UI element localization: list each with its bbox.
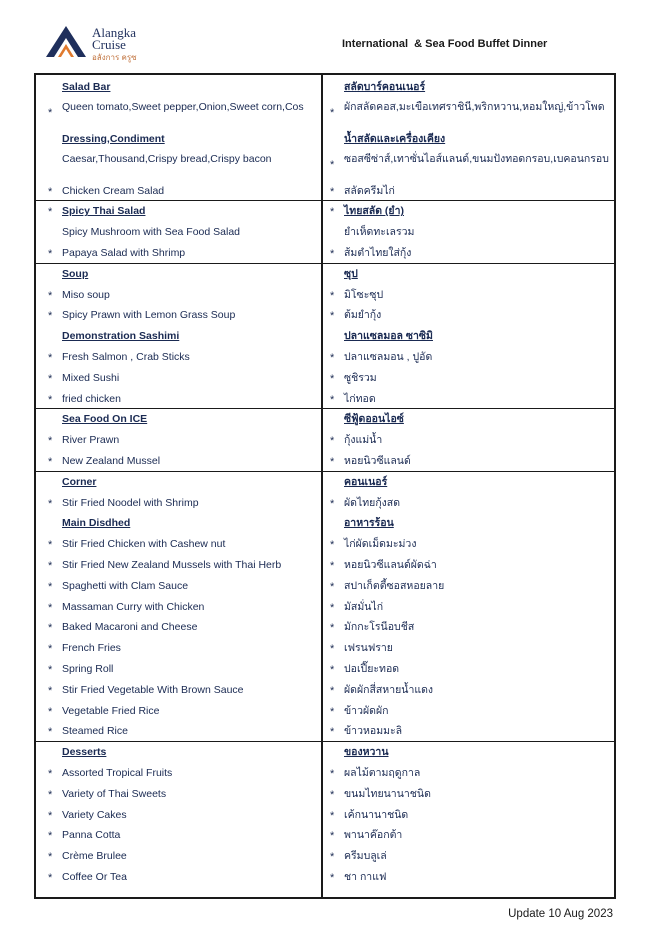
menu-item-en: Panna Cotta bbox=[62, 829, 121, 842]
menu-section-heading bbox=[36, 472, 614, 493]
menu-item-row bbox=[36, 243, 614, 264]
menu-table bbox=[34, 73, 616, 899]
menu-item-th: ซอสซีซ่าส์,เทาซั่นไอส์แลนด์,ขนมปังทอดกรอบ,เบคอนกรอบ bbox=[344, 152, 609, 165]
bullet-star-icon: * bbox=[48, 684, 53, 697]
menu-item-en: Mixed Sushi bbox=[62, 371, 120, 384]
menu-item-th: ผักสลัดคอส,มะเขือเทศราชินี,พริกหวาน,หอมใหญ่,ข้าวโพด bbox=[344, 100, 605, 113]
menu-item-en: Stir Fried New Zealand Mussels with Thai Herb bbox=[62, 559, 282, 571]
section-heading-en: Corner bbox=[62, 475, 97, 488]
logo-name-line1: Alangka bbox=[92, 25, 137, 40]
bullet-star-icon: * bbox=[48, 601, 53, 614]
bullet-star-icon: * bbox=[48, 580, 53, 593]
menu-item-th: ต้มยำกุ้ง bbox=[344, 309, 382, 322]
bullet-star-icon: * bbox=[330, 106, 335, 119]
section-heading-en: Desserts bbox=[62, 746, 107, 759]
menu-item-en: Miso soup bbox=[62, 288, 110, 301]
section-heading-en: Salad Bar bbox=[62, 81, 111, 93]
menu-item-row bbox=[36, 534, 614, 555]
section-heading-th: ปลาแซลมอล ซาซิมิ bbox=[344, 330, 433, 343]
section-heading-th: อาหารร้อน bbox=[344, 517, 394, 530]
bullet-star-icon: * bbox=[48, 830, 53, 843]
bullet-star-icon: * bbox=[48, 185, 53, 198]
menu-item-en: Stir Fried Chicken with Cashew nut bbox=[62, 538, 226, 551]
menu-item-row bbox=[36, 867, 614, 888]
menu-item-row bbox=[36, 659, 614, 680]
menu-item-th: กุ้งแม่น้ำ bbox=[344, 434, 383, 447]
menu-item-row bbox=[36, 451, 614, 472]
menu-item-th: ข้าวหอมมะลิ bbox=[344, 725, 403, 738]
section-heading-th: ซีฟู้ดออนไอซ์ bbox=[344, 413, 404, 426]
menu-item-row bbox=[36, 617, 614, 638]
update-date: Update 10 Aug 2023 bbox=[508, 908, 613, 920]
bullet-star-icon: * bbox=[48, 456, 53, 468]
bullet-star-icon: * bbox=[330, 560, 335, 572]
bullet-star-icon: * bbox=[48, 497, 53, 510]
menu-item-row bbox=[36, 368, 614, 389]
menu-item-row bbox=[36, 222, 614, 243]
bullet-star-icon: * bbox=[48, 705, 53, 718]
menu-item-th: ซูชิรวม bbox=[344, 371, 377, 384]
bullet-star-icon: * bbox=[330, 705, 335, 718]
menu-item-en: Stir Fried Vegetable With Brown Sauce bbox=[62, 683, 244, 696]
alangka-cruise-logo bbox=[44, 24, 194, 64]
bullet-star-icon: * bbox=[330, 497, 335, 510]
bullet-star-icon: * bbox=[48, 372, 53, 385]
section-heading-en: Main Disdhed bbox=[62, 517, 131, 530]
menu-item-row bbox=[36, 285, 614, 306]
menu-item-th: มัสมั่นไก่ bbox=[344, 600, 384, 613]
document-header bbox=[0, 0, 647, 70]
section-heading-th: ซุป bbox=[344, 267, 358, 280]
menu-item-en: Coffee Or Tea bbox=[62, 871, 127, 883]
logo-thai-name: อลังการ ครูซ bbox=[92, 53, 137, 62]
menu-item-en: New Zealand Mussel bbox=[62, 455, 161, 467]
bullet-star-icon: * bbox=[48, 106, 53, 119]
menu-item-th: ปลาแซลมอน , ปูอัด bbox=[344, 351, 433, 363]
menu-section-heading bbox=[36, 326, 614, 347]
menu-item-row bbox=[36, 576, 614, 597]
menu-item-th: พานาค๊อกต้า bbox=[344, 829, 403, 842]
menu-item-th: ข้าวผัดผัก bbox=[344, 704, 389, 717]
section-heading-th: น้ำสลัดและเครื่องเคียง bbox=[344, 132, 446, 145]
bullet-star-icon: * bbox=[48, 643, 53, 656]
menu-item-row bbox=[36, 638, 614, 659]
bullet-star-icon: * bbox=[48, 664, 53, 676]
bullet-star-icon: * bbox=[330, 372, 335, 385]
menu-item-en: Spring Roll bbox=[62, 663, 114, 675]
menu-item-th: มักกะโรนีอบชีส bbox=[344, 621, 415, 634]
bullet-star-icon: * bbox=[48, 352, 53, 364]
logo-mark-icon bbox=[44, 24, 88, 58]
bullet-star-icon: * bbox=[330, 872, 335, 884]
bullet-star-icon: * bbox=[48, 809, 53, 822]
section-heading-en: Dressing,Condiment bbox=[62, 132, 165, 145]
bullet-star-icon: * bbox=[330, 830, 335, 843]
section-heading-th: ไทยสลัด (ยำ) bbox=[344, 205, 404, 218]
bullet-star-icon: * bbox=[330, 643, 335, 656]
menu-section-heading bbox=[36, 409, 614, 430]
bullet-star-icon: * bbox=[330, 393, 335, 406]
menu-item-en: Massaman Curry with Chicken bbox=[62, 600, 205, 613]
menu-item-en: fried chicken bbox=[62, 392, 121, 405]
menu-item-en: Stir Fried Noodel with Shrimp bbox=[62, 496, 199, 509]
menu-item-th: เฟรนฟราย bbox=[344, 642, 393, 655]
bullet-star-icon: * bbox=[48, 310, 53, 323]
logo-name-line2: Cruise bbox=[92, 37, 126, 52]
bullet-star-icon: * bbox=[48, 248, 53, 260]
bullet-star-icon: * bbox=[330, 788, 335, 801]
bullet-star-icon: * bbox=[330, 851, 335, 864]
menu-item-en: River Prawn bbox=[62, 434, 120, 447]
section-heading-en: Spicy Thai Salad bbox=[62, 205, 146, 218]
menu-item-row bbox=[36, 784, 614, 805]
menu-item-row bbox=[36, 680, 614, 701]
menu-item-th: ไก่ผัดเม็ดมะม่วง bbox=[344, 538, 417, 551]
menu-item-en: Steamed Rice bbox=[62, 725, 128, 738]
menu-section-heading bbox=[36, 513, 614, 534]
menu-item-row bbox=[36, 846, 614, 867]
menu-item-en: Baked Macaroni and Cheese bbox=[62, 621, 198, 634]
bullet-star-icon: * bbox=[330, 435, 335, 448]
bullet-star-icon: * bbox=[330, 726, 335, 739]
bullet-star-icon: * bbox=[330, 684, 335, 697]
bullet-star-icon: * bbox=[330, 580, 335, 593]
menu-item-th: ผัดไทยกุ้งสด bbox=[344, 496, 401, 509]
menu-item-th: ไก่ทอด bbox=[344, 392, 376, 405]
bullet-star-icon: * bbox=[330, 768, 335, 780]
bullet-star-icon: * bbox=[48, 539, 53, 552]
menu-item-en: Queen tomato,Sweet pepper,Onion,Sweet corn,Cos bbox=[62, 100, 304, 113]
bullet-star-icon: * bbox=[48, 560, 53, 572]
menu-item-en: Papaya Salad with Shrimp bbox=[62, 247, 186, 259]
bullet-star-icon: * bbox=[48, 851, 53, 864]
menu-item-en: Spicy Prawn with Lemon Grass Soup bbox=[62, 309, 236, 322]
menu-item-th: สลัดครีมไก่ bbox=[344, 184, 395, 197]
menu-item-th: ปอเปี๊ยะทอด bbox=[344, 663, 400, 675]
menu-item-en: Spicy Mushroom with Sea Food Salad bbox=[62, 226, 241, 239]
bullet-star-icon: * bbox=[48, 788, 53, 801]
menu-item-row bbox=[36, 555, 614, 576]
menu-item-row bbox=[36, 389, 614, 410]
menu-item-row bbox=[36, 347, 614, 368]
menu-item-en: French Fries bbox=[62, 642, 121, 655]
menu-item-row bbox=[36, 805, 614, 826]
menu-item-th: ส้มตำไทยใส่กุ้ง bbox=[344, 247, 412, 259]
menu-item-th: ขนมไทยนานาชนิด bbox=[344, 787, 431, 800]
menu-section-heading bbox=[36, 201, 614, 222]
menu-section-heading bbox=[36, 129, 614, 150]
menu-item-row bbox=[36, 721, 614, 742]
menu-section-heading bbox=[36, 742, 614, 763]
bullet-star-icon: * bbox=[330, 158, 335, 171]
menu-item-row bbox=[36, 701, 614, 722]
menu-item-row bbox=[36, 305, 614, 326]
menu-item-th: ผัดผักสี่สหายน้ำแดง bbox=[344, 683, 434, 696]
bullet-star-icon: * bbox=[48, 726, 53, 739]
menu-item-en: Variety Cakes bbox=[62, 808, 127, 821]
bullet-star-icon: * bbox=[48, 393, 53, 406]
menu-item-row bbox=[36, 150, 614, 181]
menu-item-en: Crème Brulee bbox=[62, 850, 127, 863]
menu-item-en: Chicken Cream Salad bbox=[62, 184, 165, 197]
section-heading-th: คอนเนอร์ bbox=[344, 475, 388, 488]
menu-item-th: ยำเห็ดทะเลรวม bbox=[344, 226, 415, 239]
section-heading-en: Sea Food On ICE bbox=[62, 413, 148, 426]
bullet-star-icon: * bbox=[330, 539, 335, 552]
menu-item-row bbox=[36, 825, 614, 846]
menu-item-th: ผลไม้ตามฤดูกาล bbox=[344, 767, 421, 779]
bullet-star-icon: * bbox=[48, 206, 53, 219]
section-heading-th: สลัดบาร์คอนเนอร์ bbox=[344, 81, 426, 93]
bullet-star-icon: * bbox=[48, 768, 53, 780]
menu-item-th: หอยนิวซีแลนด์ bbox=[344, 455, 411, 467]
menu-section-heading bbox=[36, 77, 614, 98]
bullet-star-icon: * bbox=[330, 601, 335, 614]
menu-item-row bbox=[36, 493, 614, 514]
menu-item-en: Assorted Tropical Fruits bbox=[62, 767, 173, 779]
menu-item-th: สปาเก็ตตี้ซอสหอยลาย bbox=[344, 579, 445, 592]
bullet-star-icon: * bbox=[48, 872, 53, 884]
menu-item-row bbox=[36, 597, 614, 618]
bullet-star-icon: * bbox=[48, 622, 53, 635]
menu-item-th: มิโซะซุป bbox=[344, 288, 384, 301]
menu-item-en: Spaghetti with Clam Sauce bbox=[62, 579, 189, 592]
bullet-star-icon: * bbox=[330, 456, 335, 468]
menu-item-th: ครีมบลูเล่ bbox=[344, 850, 387, 863]
bullet-star-icon: * bbox=[330, 622, 335, 635]
section-heading-th: ของหวาน bbox=[344, 746, 389, 759]
section-heading-en: Demonstration Sashimi bbox=[62, 330, 180, 343]
menu-item-en: Vegetable Fried Rice bbox=[62, 704, 160, 717]
bullet-star-icon: * bbox=[330, 185, 335, 198]
document-title: International & Sea Food Buffet Dinner bbox=[342, 38, 548, 50]
menu-item-en: Variety of Thai Sweets bbox=[62, 787, 167, 800]
bullet-star-icon: * bbox=[330, 310, 335, 323]
menu-item-en: Caesar,Thousand,Crispy bread,Crispy bacon bbox=[62, 152, 272, 165]
menu-item-row bbox=[36, 763, 614, 784]
bullet-star-icon: * bbox=[330, 206, 335, 219]
bullet-star-icon: * bbox=[48, 435, 53, 448]
bullet-star-icon: * bbox=[330, 664, 335, 676]
menu-item-row bbox=[36, 98, 614, 129]
menu-item-en: Fresh Salmon , Crab Sticks bbox=[62, 351, 190, 363]
menu-item-th: เค้กนานาชนิด bbox=[344, 808, 409, 821]
bullet-star-icon: * bbox=[330, 352, 335, 364]
menu-item-row bbox=[36, 181, 614, 202]
menu-item-th: ชา กาแฟ bbox=[344, 871, 387, 883]
section-heading-en: Soup bbox=[62, 267, 89, 280]
bullet-star-icon: * bbox=[330, 809, 335, 822]
bullet-star-icon: * bbox=[330, 289, 335, 302]
bullet-star-icon: * bbox=[330, 248, 335, 260]
menu-item-th: หอยนิวซีแลนด์ผัดฉ่า bbox=[344, 559, 437, 571]
menu-section-heading bbox=[36, 264, 614, 285]
menu-item-row bbox=[36, 430, 614, 451]
bullet-star-icon: * bbox=[48, 289, 53, 302]
